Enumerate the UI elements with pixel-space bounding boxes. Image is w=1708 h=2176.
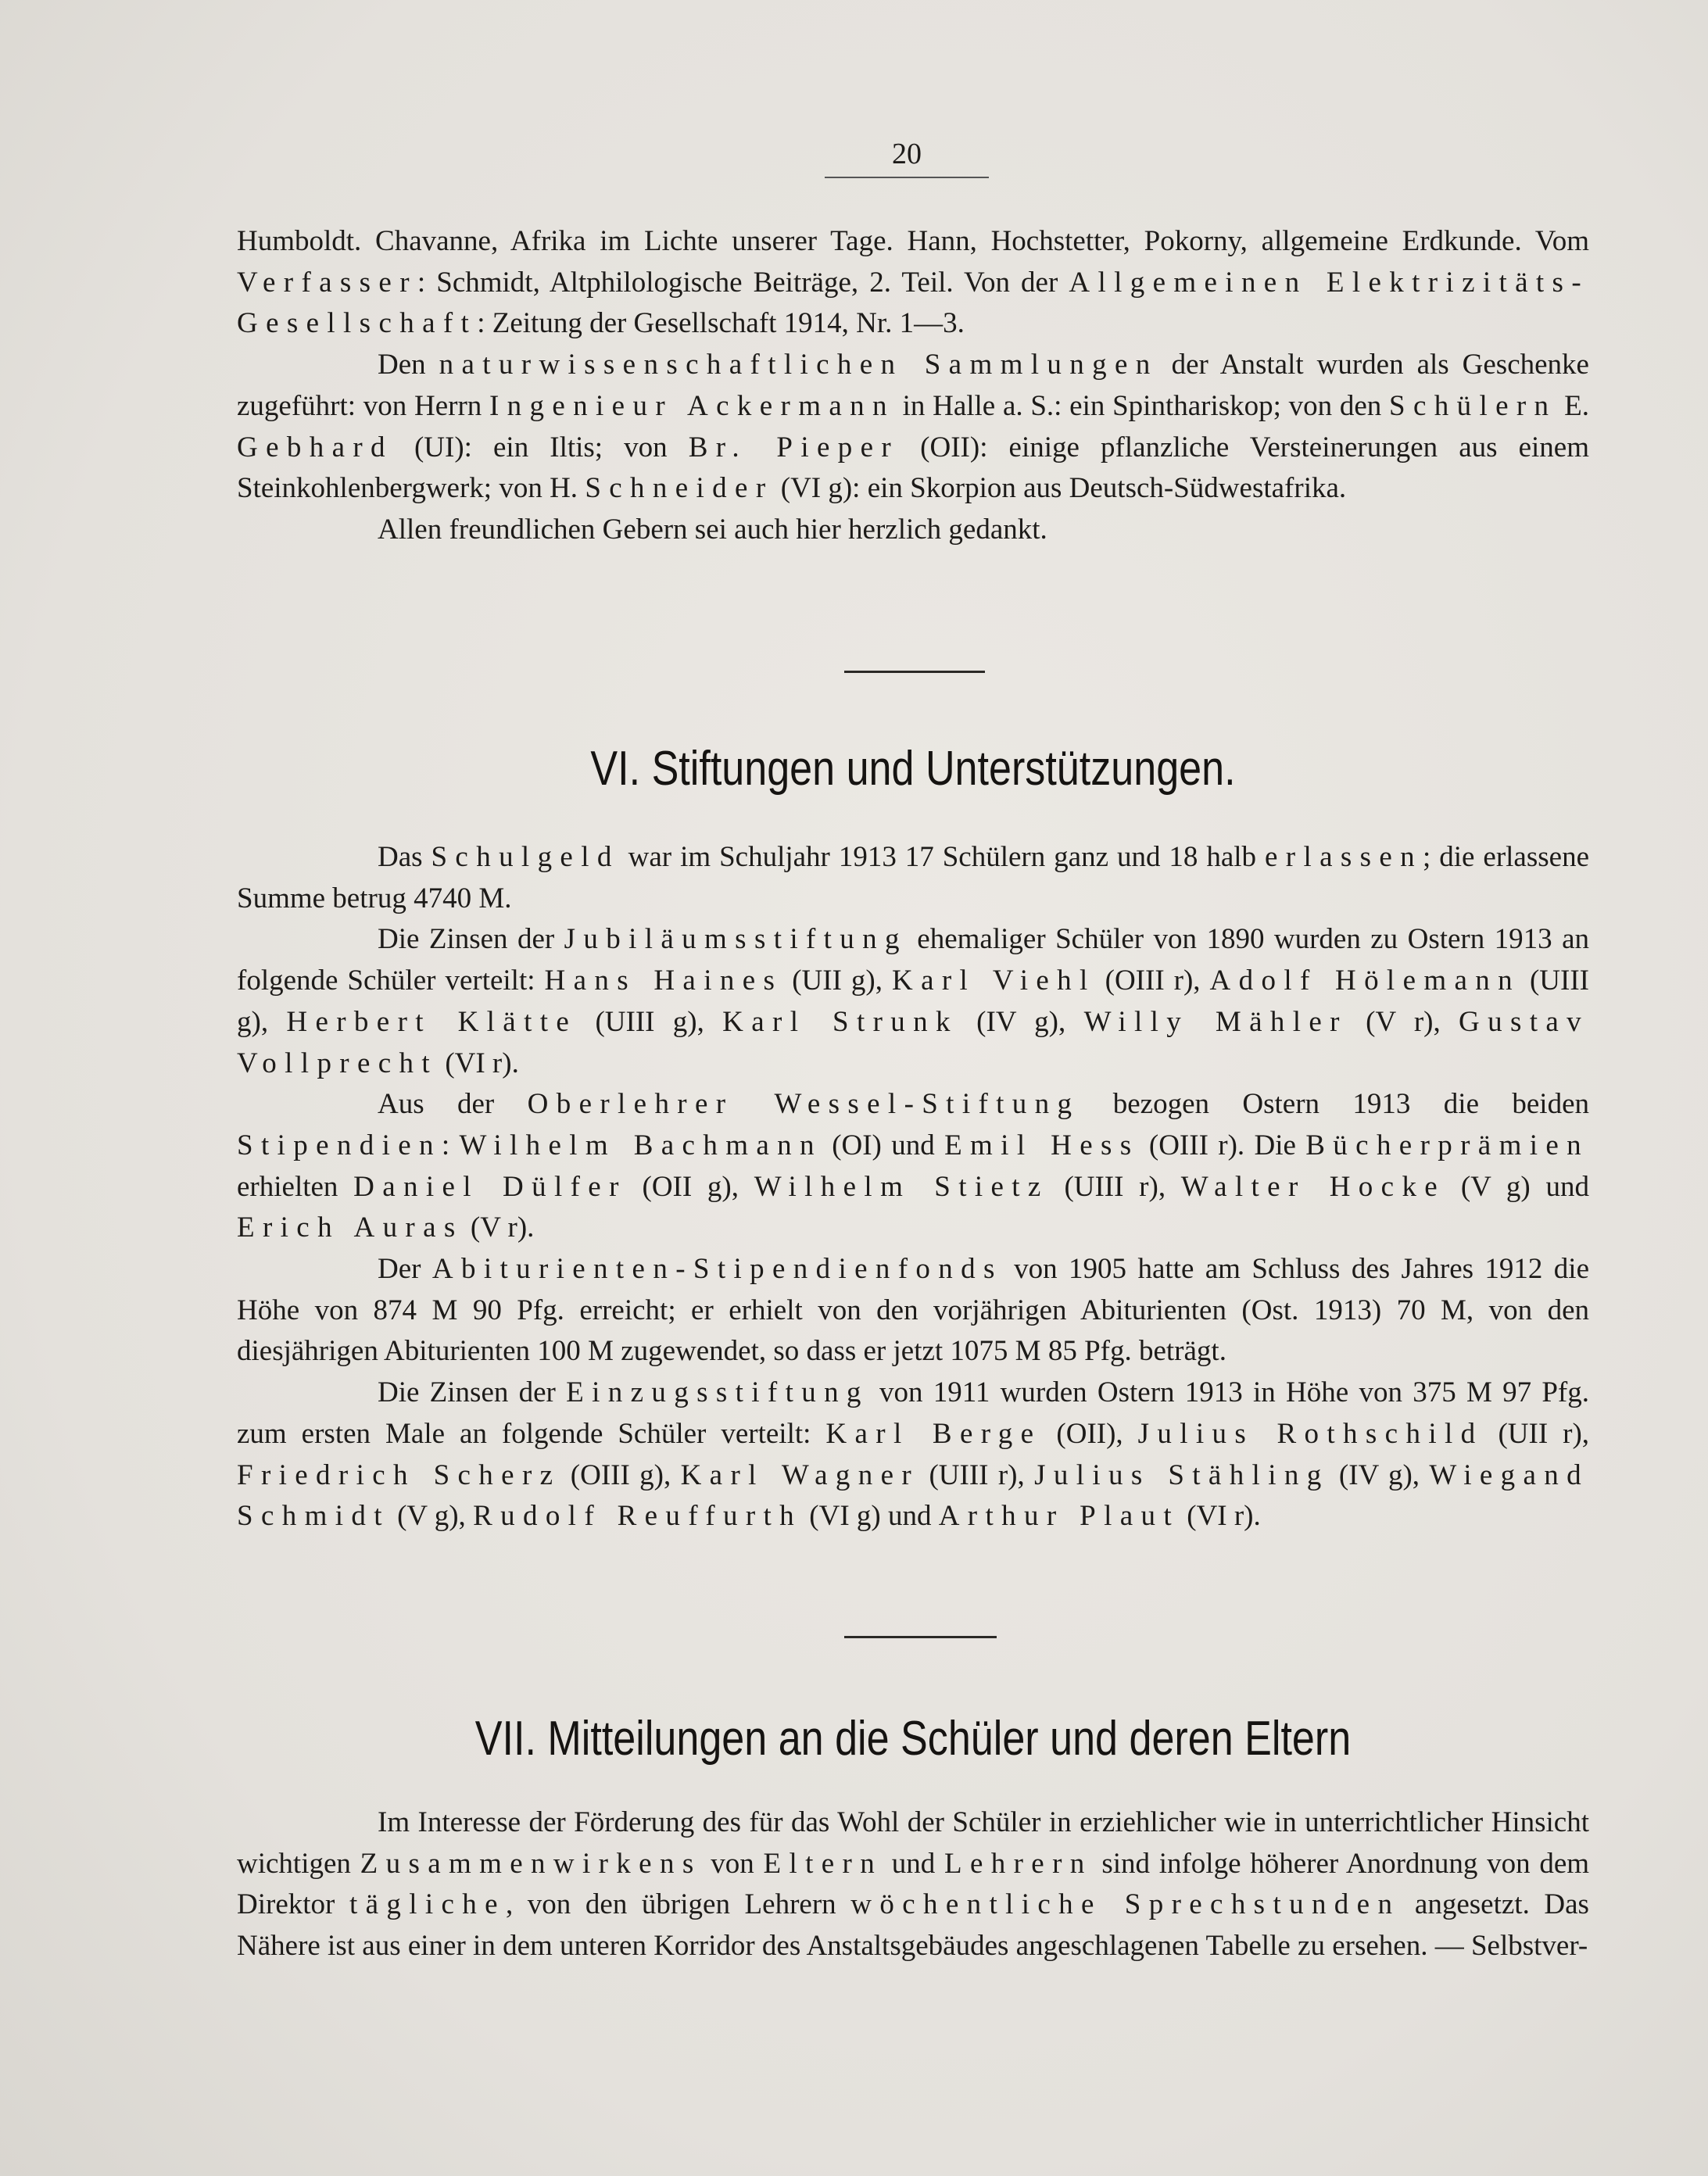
- paragraph-abiturienten-fonds: Der Abiturienten-Stipendienfonds von 1905 hatte am Schluss des Jahres 1912 die Höhe von 874 M 90 Pfg. erreicht; er erhielt von den vorjährigen Abiturienten (Ost. 1913) 70 M, von den diesjährigen Abiturienten 100 M zugewendet, so dass er jetzt 1075 M 85 Pfg. beträgt.: [237, 1253, 1590, 1368]
- section-1-text: [237, 221, 1589, 551]
- header-rule: [825, 177, 989, 178]
- paragraph-donations-collections: Den naturwissenschaftlichen Sammlungen der Anstalt wurden als Geschenke zugeführt: von Herrn Ingenieur Ackermann in Halle a. S.: ein Spinthariskop; von den Schülern E. Gebhard (UI): ein Iltis; von Br. Pieper (OII): einige pflanzliche Versteinerungen aus einem Steinkohlenbergwerk; von H. Schneider (VI g): ein Skorpion aus Deutsch-Südwestafrika.: [237, 349, 1589, 505]
- section-divider-rule: [844, 671, 985, 673]
- paragraph-thanks: Allen freundlichen Gebern sei auch hier herzlich gedankt.: [378, 513, 1047, 546]
- section-divider-rule: [844, 1636, 997, 1638]
- section-vi-text: [237, 837, 1589, 1537]
- paragraph-wessel-stiftung: Aus der Oberlehrer Wessel-Stiftung bezogen Ostern 1913 die beiden Stipendien: Wilhelm Bachmann (OI) und Emil Hess (OIII r). Die Bücherprämien erhielten Daniel Dülfer (OII g), Wilhelm Stietz (UIII r), Walter Hocke (V g) und Erich Auras (V r).: [237, 1088, 1590, 1244]
- page-number: 20: [892, 138, 922, 170]
- heading-section-vi: VI. Stiftungen und Unterstützungen.: [590, 742, 1236, 796]
- paragraph-schulgeld: Das Schulgeld war im Schuljahr 1913 17 Schülern ganz und 18 halb erlassen; die erlassene Summe betrug 4740 M.: [237, 841, 1589, 914]
- paragraph-donations-books: Humboldt. Chavanne, Afrika im Lichte unserer Tage. Hann, Hochstetter, Pokorny, allgemeine Erdkunde. Vom Verfasser: Schmidt, Altphilologische Beiträge, 2. Teil. Von der Allgemeinen Elektrizitäts-Gesellschaft: Zeitung der Gesellschaft 1914, Nr. 1—3.: [237, 225, 1590, 340]
- paragraph-einzugsstiftung: Die Zinsen der Einzugsstiftung von 1911 wurden Ostern 1913 in Höhe von 375 M 97 Pfg. zum ersten Male an folgende Schüler verteilt: Karl Berge (OII), Julius Rothschild (UII r), Friedrich Scherz (OIII g), Karl Wagner (UIII r), Julius Stähling (IV g), Wiegand Schmidt (V g), Rudolf Reuffurth (VI g) und Arthur Plaut (VI r).: [237, 1376, 1590, 1533]
- heading-section-vii: VII. Mitteilungen an die Schüler und deren Eltern: [474, 1712, 1352, 1766]
- section-vii-text: [237, 1802, 1589, 1967]
- paragraph-jubilaeumsstiftung: Die Zinsen der Jubiläumsstiftung ehemaliger Schüler von 1890 wurden zu Ostern 1913 an folgende Schüler verteilt: Hans Haines (UII g), Karl Viehl (OIII r), Adolf Hölemann (UIII g), Herbert Klätte (UIII g), Karl Strunk (IV g), Willy Mähler (V r), Gustav Vollprecht (VI r).: [237, 923, 1590, 1079]
- paragraph-sprechstunden: Im Interesse der Förderung des für das Wohl der Schüler in erziehlicher wie in unterrichtlicher Hinsicht wichtigen Zusammenwirkens von Eltern und Lehrern sind infolge höherer Anordnung von dem Direktor tägliche, von den übrigen Lehrern wöchentliche Sprechstunden angesetzt. Das Nähere ist aus einer in dem unteren Korridor des Anstaltsgebäudes angeschlagenen Tabelle zu ersehen. — Selbstver-: [237, 1806, 1590, 1963]
